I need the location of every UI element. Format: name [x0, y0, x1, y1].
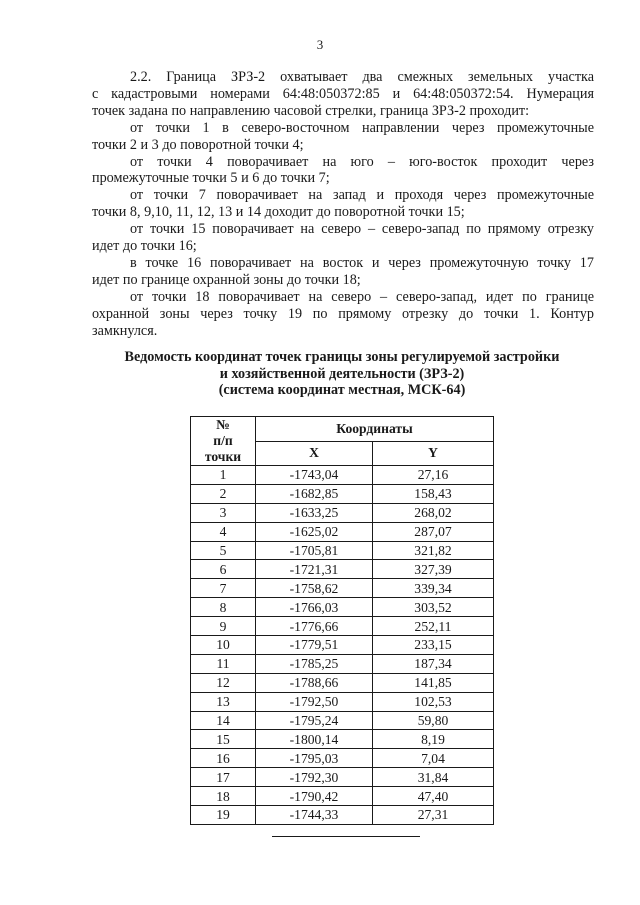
x-coordinate-cell: -1633,25: [256, 503, 373, 522]
table-row: [191, 730, 494, 749]
title-line: (система координат местная, МСК-64): [218, 382, 466, 398]
table-title: [92, 349, 592, 399]
header-points: точки: [204, 449, 242, 464]
paragraph-line: в точке 16 поворачивает на восток и через промежуточную точку 17: [130, 254, 594, 271]
x-coordinate-cell: -1790,42: [256, 787, 373, 806]
table-row: [191, 503, 494, 522]
paragraph-line: идет до точки 16;: [92, 238, 197, 255]
y-coordinate-cell: 59,80: [373, 711, 494, 730]
point-number-cell: 10: [191, 636, 256, 655]
paragraph-line: идет по границе охранной зоны до точки 18;: [92, 271, 361, 288]
point-number-cell: 19: [191, 806, 256, 825]
point-number-cell: 14: [191, 711, 256, 730]
point-number-cell: 11: [191, 654, 256, 673]
y-coordinate-cell: 233,15: [373, 636, 494, 655]
y-header: Y: [373, 441, 494, 466]
paragraph-line: 2.2. Граница ЗРЗ-2 охватывает два смежных земельных участка: [130, 69, 594, 85]
point-number-cell: 7: [191, 579, 256, 598]
body-text: [92, 69, 594, 340]
point-number-cell: 5: [191, 541, 256, 560]
paragraph-line: промежуточные точки 5 и 6 до точки 7;: [92, 170, 330, 187]
table-row: [191, 692, 494, 711]
point-number-cell: 17: [191, 768, 256, 787]
y-coordinate-cell: 27,16: [373, 466, 494, 485]
table-row: [191, 617, 494, 636]
paragraph-line: точки 2 и 3 до поворотной точки 4;: [92, 136, 304, 153]
point-number-cell: 2: [191, 484, 256, 503]
header-no: №: [216, 417, 230, 432]
point-number-cell: 9: [191, 617, 256, 636]
paragraph-line: точек задана по направлению часовой стрелки, граница ЗРЗ-2 проходит:: [92, 102, 530, 119]
point-number-cell: 3: [191, 503, 256, 522]
y-coordinate-cell: 339,34: [373, 579, 494, 598]
y-coordinate-cell: 31,84: [373, 768, 494, 787]
title-line: Ведомость координат точек границы зоны регулируемой застройки: [124, 349, 560, 365]
y-coordinate-cell: 158,43: [373, 484, 494, 503]
paragraph-line: от точки 7 поворачивает на запад и проходя через промежуточные: [130, 187, 594, 204]
coordinates-body: [191, 466, 494, 825]
table-row: [191, 579, 494, 598]
point-number-cell: 18: [191, 787, 256, 806]
table-row: [191, 466, 494, 485]
point-number-cell: 4: [191, 522, 256, 541]
point-number-cell: 12: [191, 673, 256, 692]
table-row: [191, 787, 494, 806]
x-coordinate-cell: -1800,14: [256, 730, 373, 749]
point-number-header: [191, 417, 256, 466]
table-row: [191, 768, 494, 787]
x-coordinate-cell: -1776,66: [256, 617, 373, 636]
footer-divider: [272, 836, 420, 837]
point-number-cell: 8: [191, 598, 256, 617]
page-number: 3: [316, 37, 324, 52]
paragraph-line: охранной зоны через точку 19 по прямому отрезку до точки 1. Контур: [92, 305, 594, 322]
y-coordinate-cell: 252,11: [373, 617, 494, 636]
y-coordinate-cell: 102,53: [373, 692, 494, 711]
paragraph-line: с кадастровыми номерами 64:48:050372:85 и 64:48:050372:54. Нумерация: [92, 85, 594, 102]
x-coordinate-cell: -1682,85: [256, 484, 373, 503]
x-coordinate-cell: -1788,66: [256, 673, 373, 692]
paragraph-line: от точки 1 в северо-восточном направлении через промежуточные: [130, 119, 594, 136]
point-number-cell: 13: [191, 692, 256, 711]
x-coordinate-cell: -1795,03: [256, 749, 373, 768]
table-row: [191, 598, 494, 617]
x-coordinate-cell: -1743,04: [256, 466, 373, 485]
x-coordinate-cell: -1625,02: [256, 522, 373, 541]
x-coordinate-cell: -1721,31: [256, 560, 373, 579]
x-coordinate-cell: -1792,50: [256, 692, 373, 711]
y-coordinate-cell: 287,07: [373, 522, 494, 541]
x-coordinate-cell: -1795,24: [256, 711, 373, 730]
table-row: [191, 673, 494, 692]
coordinates-table: [190, 416, 494, 825]
point-number-cell: 16: [191, 749, 256, 768]
y-coordinate-cell: 268,02: [373, 503, 494, 522]
table-row: [191, 522, 494, 541]
header-pp: п/п: [213, 433, 233, 448]
point-number-cell: 6: [191, 560, 256, 579]
y-coordinate-cell: 7,04: [373, 749, 494, 768]
y-coordinate-cell: 187,34: [373, 654, 494, 673]
y-coordinate-cell: 303,52: [373, 598, 494, 617]
paragraph-line: замкнулся.: [92, 322, 158, 339]
paragraph-line: точки 8, 9,10, 11, 12, 13 и 14 доходит до поворотной точки 15;: [92, 204, 465, 221]
x-coordinate-cell: -1785,25: [256, 654, 373, 673]
x-coordinate-cell: -1779,51: [256, 636, 373, 655]
y-coordinate-cell: 327,39: [373, 560, 494, 579]
x-coordinate-cell: -1744,33: [256, 806, 373, 825]
table-row: [191, 711, 494, 730]
paragraph-line: от точки 4 поворачивает на юго – юго-восток проходит через: [130, 153, 594, 170]
y-coordinate-cell: 47,40: [373, 787, 494, 806]
coordinates-header: Координаты: [256, 417, 494, 442]
x-coordinate-cell: -1766,03: [256, 598, 373, 617]
table-row: [191, 806, 494, 825]
table-row: [191, 636, 494, 655]
paragraph-line: от точки 15 поворачивает на северо – северо-запад по прямому отрезку: [130, 221, 594, 238]
y-coordinate-cell: 27,31: [373, 806, 494, 825]
title-line: и хозяйственной деятельности (ЗРЗ-2): [219, 365, 465, 382]
table-row: [191, 749, 494, 768]
x-coordinate-cell: -1758,62: [256, 579, 373, 598]
y-coordinate-cell: 8,19: [373, 730, 494, 749]
point-number-cell: 15: [191, 730, 256, 749]
table-row: [191, 541, 494, 560]
x-coordinate-cell: -1792,30: [256, 768, 373, 787]
y-coordinate-cell: 321,82: [373, 541, 494, 560]
point-number-cell: 1: [191, 466, 256, 485]
x-header: X: [256, 441, 373, 466]
paragraph-line: от точки 18 поворачивает на северо – северо-запад, идет по границе: [130, 288, 594, 305]
x-coordinate-cell: -1705,81: [256, 541, 373, 560]
table-row: [191, 484, 494, 503]
y-coordinate-cell: 141,85: [373, 673, 494, 692]
table-row: [191, 654, 494, 673]
table-row: [191, 560, 494, 579]
